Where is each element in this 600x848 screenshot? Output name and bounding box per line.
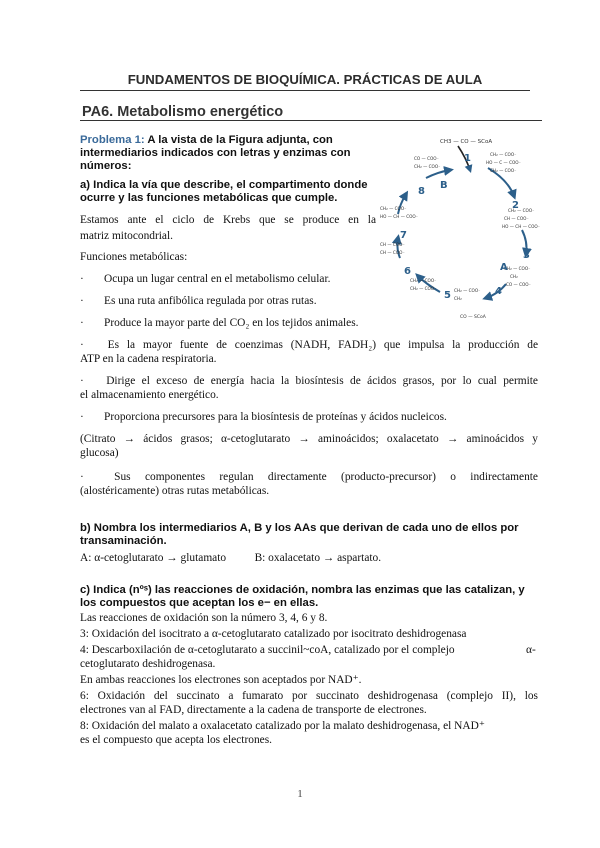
enzyme-number-8: 8 xyxy=(418,186,425,197)
question-c-line-2: los compuestos que aceptan los e− en ellas. xyxy=(80,597,319,609)
intermediate-letter-b: B xyxy=(440,180,448,191)
bullet: · xyxy=(80,375,84,387)
bullet: · xyxy=(80,295,84,307)
svg-text:CH — COO⁻: CH — COO⁻ xyxy=(504,216,529,221)
bullet: · xyxy=(80,339,84,351)
question-a-line-1: a) Indica la vía que describe, el compartimento donde xyxy=(80,179,368,191)
problem-intro-text: A la vista de la Figura adjunta, con xyxy=(147,134,333,146)
answer-c-line-3: 4: Descarboxilación de α-cetoglutarato a succinil~coA, catalizado por el complejo xyxy=(80,644,455,656)
compound-structures xyxy=(380,152,540,301)
answer-c-line-9: es el compuesto que acepta los electrones. xyxy=(80,734,272,746)
function-text: Sus componentes regulan directamente (producto-precursor) o indirectamente xyxy=(114,471,538,483)
svg-text:CH₂: CH₂ xyxy=(454,296,462,301)
intermediate-letter-a: A xyxy=(500,262,508,273)
answer-c-line-5: En ambas reacciones los electrones son aceptados por NAD⁺. xyxy=(80,674,362,686)
function-text: Produce la mayor parte del CO₂ en los tejidos animales. xyxy=(104,317,359,329)
answer-c-line-1: Las reacciones de oxidación son la número 3, 4, 6 y 8. xyxy=(80,612,328,624)
step-arrow-icon xyxy=(397,238,400,258)
functions-title: Funciones metabólicas: xyxy=(80,251,188,263)
svg-text:CO — COO⁻: CO — COO⁻ xyxy=(414,156,439,161)
answer-c-line-3-end: α- xyxy=(526,644,536,656)
function-item-4-line-2: ATP en la cadena respiratoria. xyxy=(80,353,217,365)
svg-text:CH₂ — COO⁻: CH₂ — COO⁻ xyxy=(414,164,441,169)
svg-text:HO — CH — COO⁻: HO — CH — COO⁻ xyxy=(380,214,418,219)
answer-a-line-2: matriz mitocondrial. xyxy=(80,230,173,242)
page-header-title: FUNDAMENTOS DE BIOQUÍMICA. PRÁCTICAS DE AULA xyxy=(127,72,483,87)
answer-c-line-7: electrones van al FAD, directamente a la cadena de transporte de electrones. xyxy=(80,704,427,716)
function-item-2 xyxy=(80,294,380,308)
svg-text:CH₂ — COO⁻: CH₂ — COO⁻ xyxy=(454,288,481,293)
question-b-line-1: b) Nombra los intermediarios A, B y los AAs que derivan de cada uno de ellos por xyxy=(80,522,519,534)
answer-c-line-8: 8: Oxidación del malato a oxalacetato catalizado por la malato deshidrogenasa, el NAD⁺ xyxy=(80,720,485,732)
bullet: · xyxy=(80,273,84,285)
step-arrow-icon xyxy=(426,170,450,178)
answer-a-line-1: Estamos ante el ciclo de Krebs que se produce en la xyxy=(80,214,376,226)
svg-text:CH₂ — COO⁻: CH₂ — COO⁻ xyxy=(380,206,407,211)
function-text: Dirige el exceso de energía hacia la biosíntesis de ácidos grasos, por lo cual permite xyxy=(106,375,538,387)
problem-intro-line-3: números: xyxy=(80,160,132,172)
function-text: Es la mayor fuente de coenzimas (NADH, FADH₂) que impulsa la producción de xyxy=(107,339,538,351)
krebs-cycle-figure xyxy=(378,134,548,320)
answer-b: A: α-cetoglutarato → glutamato B: oxalacetato → aspartato. xyxy=(80,552,382,564)
function-item-3 xyxy=(80,316,400,330)
svg-text:CH₂ — COO⁻: CH₂ — COO⁻ xyxy=(504,266,531,271)
function-item-6 xyxy=(80,410,538,424)
problem-label: Problema 1: xyxy=(80,134,145,146)
intermediate-letters xyxy=(440,180,508,273)
parenthetical-line-2: glucosa) xyxy=(80,447,119,459)
svg-text:CO — COO⁻: CO — COO⁻ xyxy=(506,282,531,287)
bullet: · xyxy=(80,317,84,329)
svg-text:HO — C — COO⁻: HO — C — COO⁻ xyxy=(486,160,521,165)
function-item-7-line-1 xyxy=(80,470,538,484)
svg-text:CH₂ — COO⁻: CH₂ — COO⁻ xyxy=(508,208,535,213)
succinyl-coa-label: CO — SCoA xyxy=(460,315,486,320)
page-number: 1 xyxy=(297,788,303,800)
answer-c-line-2: 3: Oxidación del isocitrato a α-cetoglutarato catalizado por isocitrato deshidrogenasa xyxy=(80,628,467,640)
function-item-7-line-2: (alostéricamente) otras rutas metabólicas. xyxy=(80,485,270,497)
svg-text:CH — COO⁻: CH — COO⁻ xyxy=(380,250,405,255)
question-c-line-1: c) Indica (nºˢ) las reacciones de oxidación, nombra las enzimas que las catalizan, y xyxy=(80,584,525,596)
header-divider xyxy=(80,90,530,91)
svg-text:CH₂ — COO⁻: CH₂ — COO⁻ xyxy=(490,152,517,157)
enzyme-number-3: 3 xyxy=(523,250,530,261)
function-text: Es una ruta anfibólica regulada por otras rutas. xyxy=(104,295,317,307)
enzyme-number-2: 2 xyxy=(512,200,519,211)
section-title: PA6. Metabolismo energético xyxy=(82,104,284,120)
function-item-4-line-1 xyxy=(80,338,538,352)
problem-intro-line-1 xyxy=(80,134,333,147)
function-item-5-line-1 xyxy=(80,374,538,388)
function-item-5-line-2: el almacenamiento energético. xyxy=(80,389,219,401)
parenthetical-line-1: (Citrato → ácidos grasos; α-cetoglutarato → aminoácidos; oxalacetato → aminoácidos y xyxy=(80,433,538,445)
answer-c-line-4: cetoglutarato deshidrogenasa. xyxy=(80,658,216,670)
svg-text:CH₂ — COO⁻: CH₂ — COO⁻ xyxy=(490,168,517,173)
function-text: Proporciona precursores para la biosíntesis de proteínas y ácidos nucleicos. xyxy=(104,411,447,423)
answer-c-line-6: 6: Oxidación del succinato a fumarato por succinato deshidrogenasa (complejo II), los xyxy=(80,690,538,702)
acetyl-coa-label: CH3 — CO — SCoA xyxy=(440,139,493,145)
question-a-line-2: ocurre y las funciones metabólicas que cumple. xyxy=(80,192,338,204)
problem-intro-line-2: intermediarios indicados con letras y enzimas con xyxy=(80,147,351,159)
question-b-line-2: transaminación. xyxy=(80,535,167,547)
enzyme-number-1: 1 xyxy=(464,153,471,164)
enzyme-number-4: 4 xyxy=(495,286,502,297)
svg-text:CH₂: CH₂ xyxy=(510,274,518,279)
function-text: Ocupa un lugar central en el metabolismo celular. xyxy=(104,273,331,285)
step-arrow-icon xyxy=(398,194,406,214)
bullet: · xyxy=(80,411,84,423)
svg-text:CH — COO⁻: CH — COO⁻ xyxy=(380,242,405,247)
enzyme-number-6: 6 xyxy=(404,266,411,277)
function-item-1 xyxy=(80,272,380,286)
svg-text:HO — CH — COO⁻: HO — CH — COO⁻ xyxy=(502,224,540,229)
section-divider xyxy=(80,120,542,121)
svg-text:CH₂ — COO⁻: CH₂ — COO⁻ xyxy=(410,278,437,283)
bullet: · xyxy=(80,471,84,483)
enzyme-number-5: 5 xyxy=(444,290,451,301)
enzyme-number-7: 7 xyxy=(400,230,407,241)
svg-text:CH₂ — COO⁻: CH₂ — COO⁻ xyxy=(410,286,437,291)
